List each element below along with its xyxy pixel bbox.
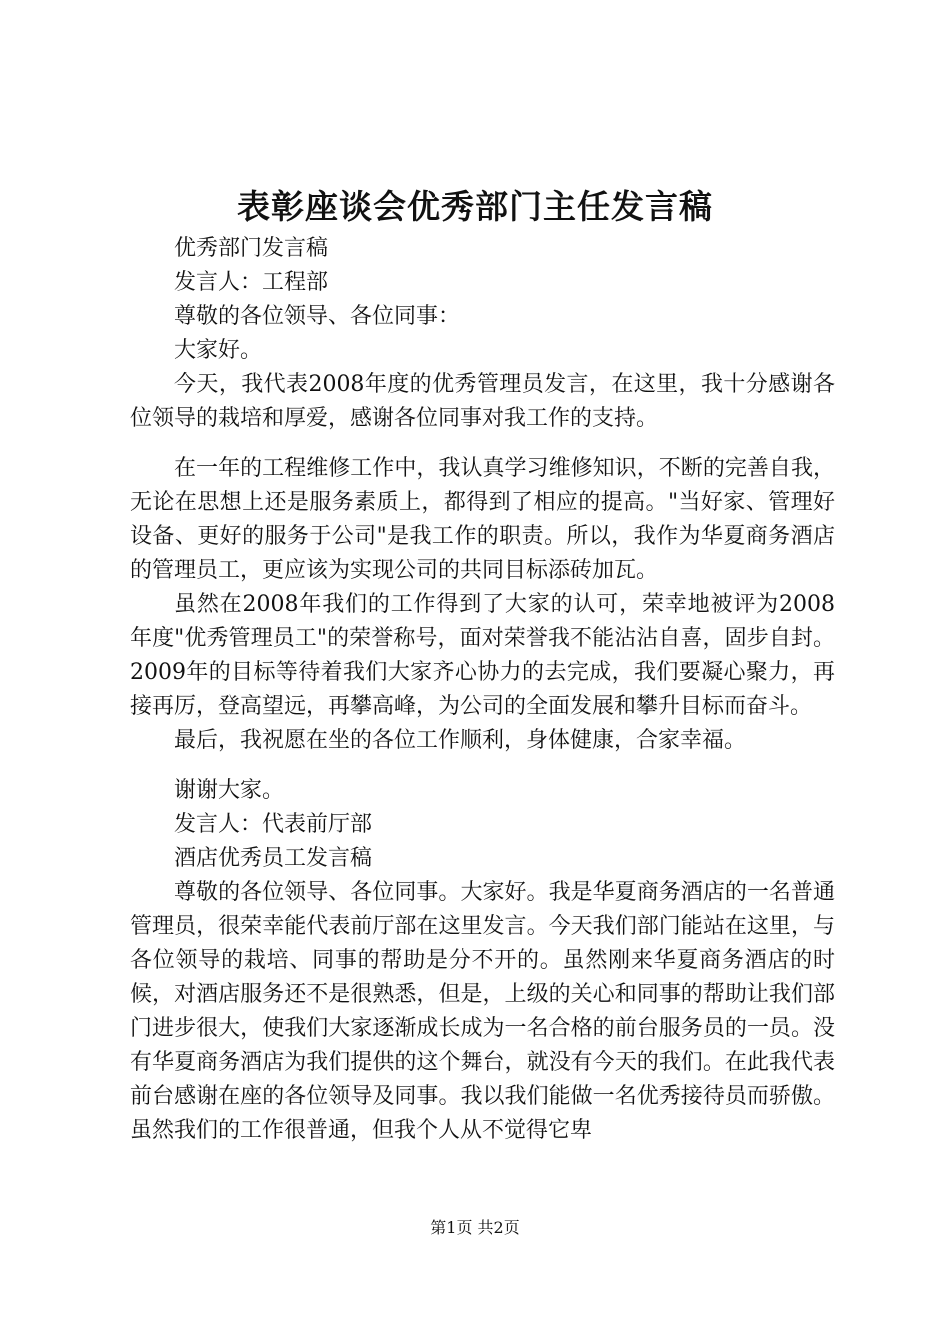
paragraph-gap: [130, 758, 835, 774]
paragraph-honor: 虽然在2008年我们的工作得到了大家的认可，荣幸地被评为2008年度"优秀管理员工"的荣誉称号，面对荣誉我不能沾沾自喜，固步自封。2009年的目标等待着我们大家齐心协力的去完成，我们要凝心聚力，再接再厉，登高望远，再攀高峰，为公司的全面发展和攀升目标而奋斗。: [130, 592, 835, 719]
paragraph-speaker-1: 发言人：工程部: [174, 270, 329, 295]
page-footer: 第1页 共2页: [430, 1218, 520, 1237]
paragraph-thanks: 今天，我代表2008年度的优秀管理员发言，在这里，我十分感谢各位领导的栽培和厚爱，感谢各位同事对我工作的支持。: [130, 372, 835, 431]
paragraph-speaker-2: 发言人：代表前厅部: [174, 812, 373, 837]
paragraph-work: 在一年的工程维修工作中，我认真学习维修知识，不断的完善自我，无论在思想上还是服务素质上，都得到了相应的提高。"当好家、管理好设备、更好的服务于公司"是我工作的职责。所以，我作为华夏商务酒店的管理员工，更应该为实现公司的共同目标添砖加瓦。: [130, 456, 835, 583]
paragraph-speech-2: 尊敬的各位领导、各位同事。大家好。我是华夏商务酒店的一名普通管理员，很荣幸能代表前厅部在这里发言。今天我们部门能站在这里，与各位领导的栽培、同事的帮助是分不开的。虽然刚来华夏商务酒店的时候，对酒店服务还不是很熟悉，但是，上级的关心和同事的帮助让我们部门进步很大，使我们大家逐渐成长成为一名合格的前台服务员的一员。没有华夏商务酒店为我们提供的这个舞台，就没有今天的我们。在此我代表前台感谢在座的各位领导及同事。我以我们能做一名优秀接待员而骄傲。虽然我们的工作很普通，但我个人从不觉得它卑: [130, 880, 835, 1143]
paragraph-closing: 谢谢大家。: [174, 778, 285, 803]
paragraph-wishes: 最后，我祝愿在坐的各位工作顺利，身体健康，合家幸福。: [174, 728, 747, 753]
paragraph-greeting-1: 大家好。: [174, 338, 263, 363]
paragraph-gap: [130, 436, 835, 452]
document-title: 表彰座谈会优秀部门主任发言稿: [237, 187, 713, 226]
paragraph-salutation-1: 尊敬的各位领导、各位同事：: [174, 304, 461, 329]
paragraph-heading-1: 优秀部门发言稿: [174, 236, 329, 261]
paragraph-heading-2: 酒店优秀员工发言稿: [174, 846, 373, 871]
document-body: [130, 232, 835, 1148]
